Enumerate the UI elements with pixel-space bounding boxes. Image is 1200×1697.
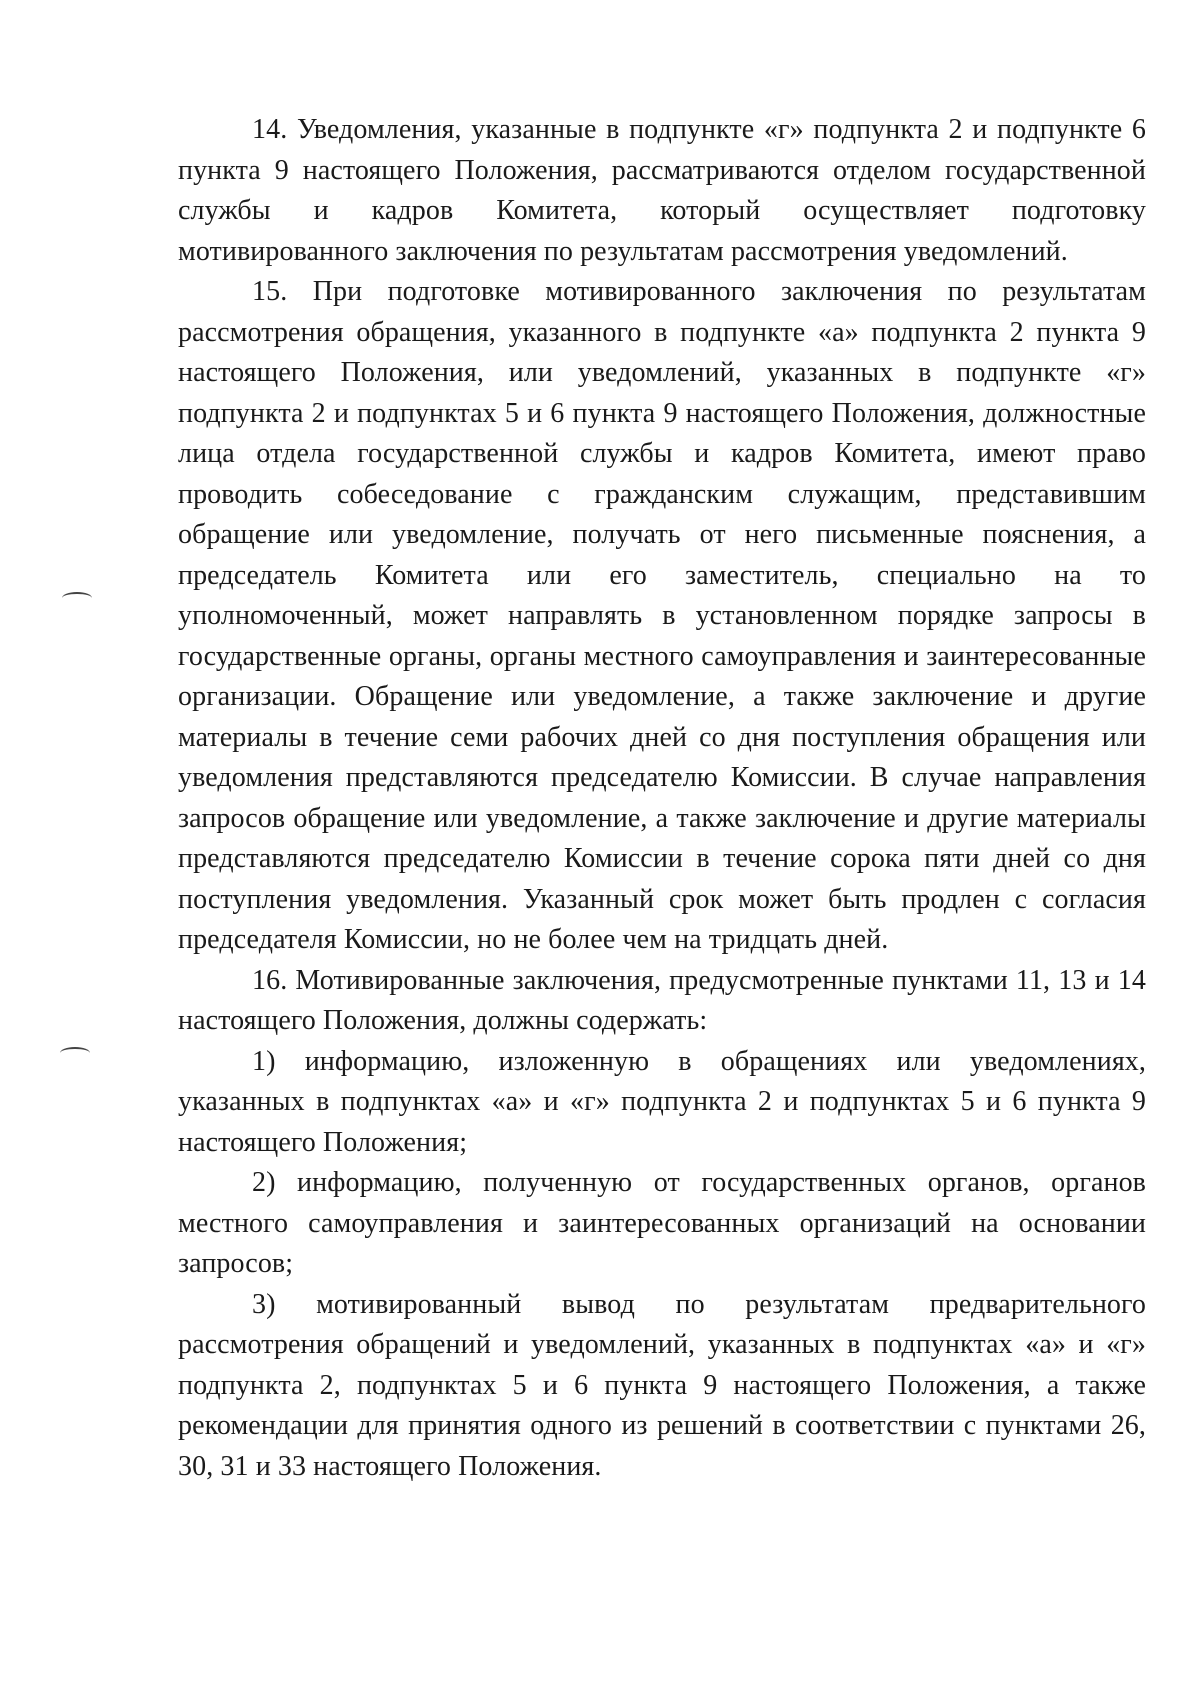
paragraph-16-item-2: 2) информацию, полученную от государственных органов, органов местного самоуправления и заинтересованных организаций на основании запросов;	[178, 1167, 1146, 1279]
paragraph-14: 14. Уведомления, указанные в подпункте «г» подпункта 2 и подпункте 6 пункта 9 настоящего Положения, рассматриваются отделом государственной службы и кадров Комитета, который осуществляет подготовку мотивированного заключения по результатам рассмотрения уведомлений.	[178, 114, 1146, 267]
paragraph-16-item-3: 3) мотивированный вывод по результатам предварительного рассмотрения обращений и уведомлений, указанных в подпунктах «а» и «г» подпункта 2, подпунктах 5 и 6 пункта 9 настоящего Положения, а также рекомендации для принятия одного из решений в соответствии с пунктами 26, 30, 31 и 33 настоящего Положения.	[178, 1288, 1146, 1482]
paragraph-15: 15. При подготовке мотивированного заключения по результатам рассмотрения обращения, указанного в подпункте «а» подпункта 2 пункта 9 настоящего Положения, или уведомлений, указанных в подпункте «г» подпункта 2 и подпунктах 5 и 6 пункта 9 настоящего Положения, должностные лица отдела государственной службы и кадров Комитета, имеют право проводить собеседование с гражданским служащим, представившим обращение или уведомление, получать от него письменные пояснения, а председатель Комитета или его заместитель, специально на то уполномоченный, может направлять в установленном порядке запросы в государственные органы, органы местного самоуправления и заинтересованные организации. Обращение или уведомление, а также заключение и другие материалы в течение семи рабочих дней со дня поступления обращения или уведомления представляются председателю Комиссии. В случае направления запросов обращение или уведомление, а также заключение и другие материалы представляются председателю Комиссии в течение сорока пяти дней со дня поступления уведомления. Указанный срок может быть продлен с согласия председателя Комиссии, но не более чем на тридцать дней.	[178, 276, 1146, 955]
binding-hole-mark-upper	[62, 592, 92, 604]
paragraph-16: 16. Мотивированные заключения, предусмотренные пунктами 11, 13 и 14 настоящего Положения, должны содержать:	[178, 964, 1146, 1036]
document-body	[178, 110, 1146, 1487]
paragraph-16-item-1: 1) информацию, изложенную в обращениях или уведомлениях, указанных в подпунктах «а» и «г» подпункта 2 и подпунктах 5 и 6 пункта 9 настоящего Положения;	[178, 1045, 1146, 1158]
binding-hole-mark-lower	[60, 1047, 90, 1059]
